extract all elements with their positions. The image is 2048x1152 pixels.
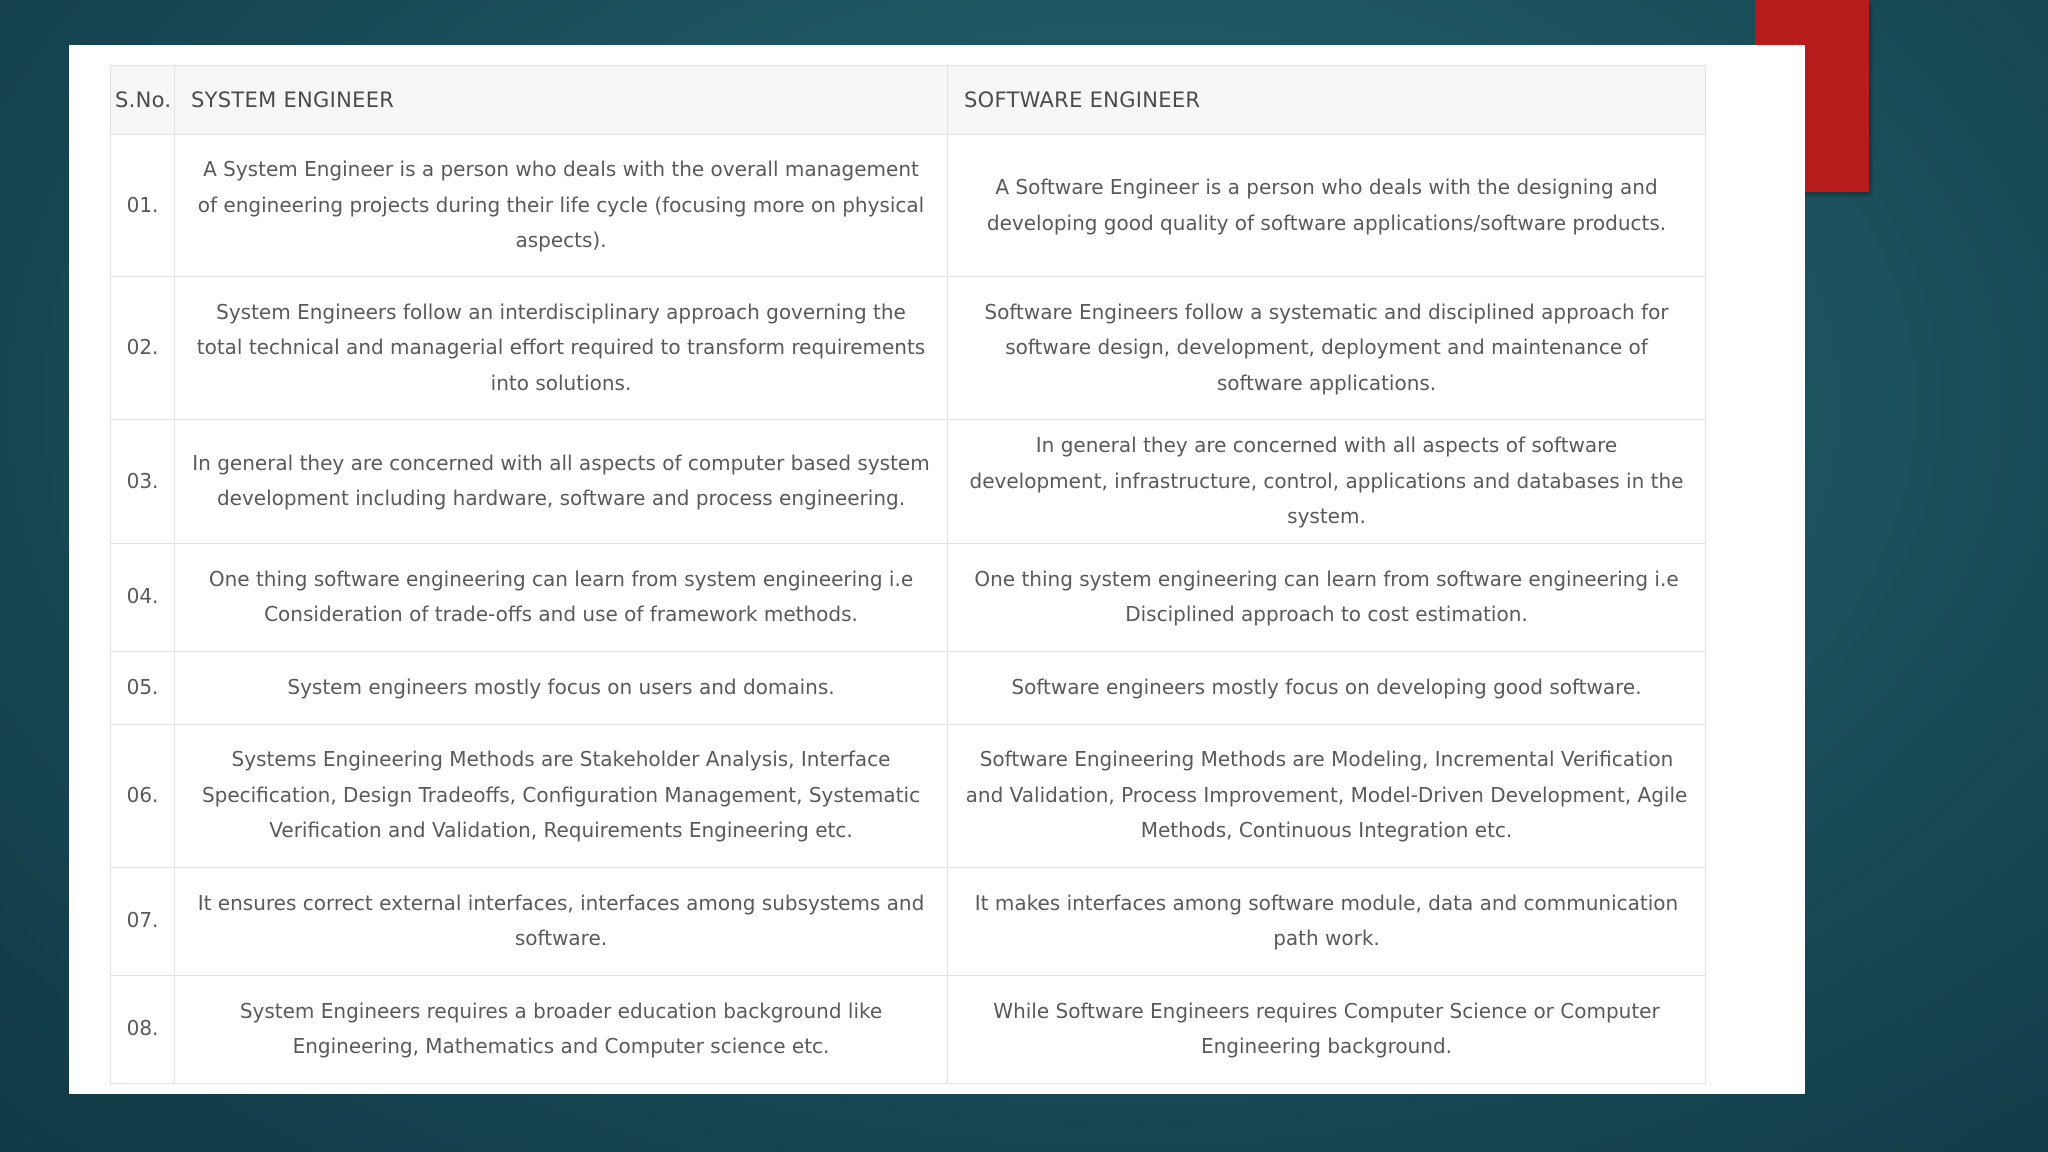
- row-number: 04.: [111, 543, 175, 651]
- table-header-row: [111, 66, 1706, 135]
- table-row: [111, 724, 1706, 867]
- row-number: 05.: [111, 651, 175, 724]
- software-engineer-cell: While Software Engineers requires Computer Science or Computer Engineering background.: [948, 975, 1706, 1083]
- table-row: [111, 867, 1706, 975]
- table-row: [111, 975, 1706, 1083]
- system-engineer-cell: System Engineers follow an interdisciplinary approach governing the total technical and managerial effort required to transform requirements into solutions.: [175, 277, 948, 420]
- header-sno: S.No.: [111, 66, 175, 135]
- header-software-engineer: SOFTWARE ENGINEER: [948, 66, 1706, 135]
- row-number: 03.: [111, 420, 175, 544]
- software-engineer-cell: In general they are concerned with all aspects of software development, infrastructure, control, applications and databases in the system.: [948, 420, 1706, 544]
- software-engineer-cell: Software Engineers follow a systematic and disciplined approach for software design, development, deployment and maintenance of software applications.: [948, 277, 1706, 420]
- header-system-engineer: SYSTEM ENGINEER: [175, 66, 948, 135]
- system-engineer-cell: Systems Engineering Methods are Stakeholder Analysis, Interface Specification, Design Tradeoffs, Configuration Management, Systematic Verification and Validation, Requirements Engineering etc.: [175, 724, 948, 867]
- table-row: [111, 651, 1706, 724]
- system-engineer-cell: System Engineers requires a broader education background like Engineering, Mathematics and Computer science etc.: [175, 975, 948, 1083]
- row-number: 01.: [111, 135, 175, 277]
- system-engineer-cell: In general they are concerned with all aspects of computer based system development including hardware, software and process engineering.: [175, 420, 948, 544]
- software-engineer-cell: One thing system engineering can learn from software engineering i.e Disciplined approach to cost estimation.: [948, 543, 1706, 651]
- software-engineer-cell: It makes interfaces among software module, data and communication path work.: [948, 867, 1706, 975]
- table-row: [111, 543, 1706, 651]
- table-row: [111, 420, 1706, 544]
- slide-content-panel: [69, 45, 1805, 1094]
- system-engineer-cell: System engineers mostly focus on users and domains.: [175, 651, 948, 724]
- comparison-table: [110, 65, 1706, 1084]
- row-number: 08.: [111, 975, 175, 1083]
- row-number: 06.: [111, 724, 175, 867]
- software-engineer-cell: Software engineers mostly focus on developing good software.: [948, 651, 1706, 724]
- table-row: [111, 277, 1706, 420]
- system-engineer-cell: One thing software engineering can learn from system engineering i.e Consideration of trade-offs and use of framework methods.: [175, 543, 948, 651]
- system-engineer-cell: It ensures correct external interfaces, interfaces among subsystems and software.: [175, 867, 948, 975]
- row-number: 02.: [111, 277, 175, 420]
- row-number: 07.: [111, 867, 175, 975]
- table-row: [111, 135, 1706, 277]
- software-engineer-cell: Software Engineering Methods are Modeling, Incremental Verification and Validation, Process Improvement, Model-Driven Development, Agile Methods, Continuous Integration etc.: [948, 724, 1706, 867]
- system-engineer-cell: A System Engineer is a person who deals with the overall management of engineering projects during their life cycle (focusing more on physical aspects).: [175, 135, 948, 277]
- software-engineer-cell: A Software Engineer is a person who deals with the designing and developing good quality of software applications/software products.: [948, 135, 1706, 277]
